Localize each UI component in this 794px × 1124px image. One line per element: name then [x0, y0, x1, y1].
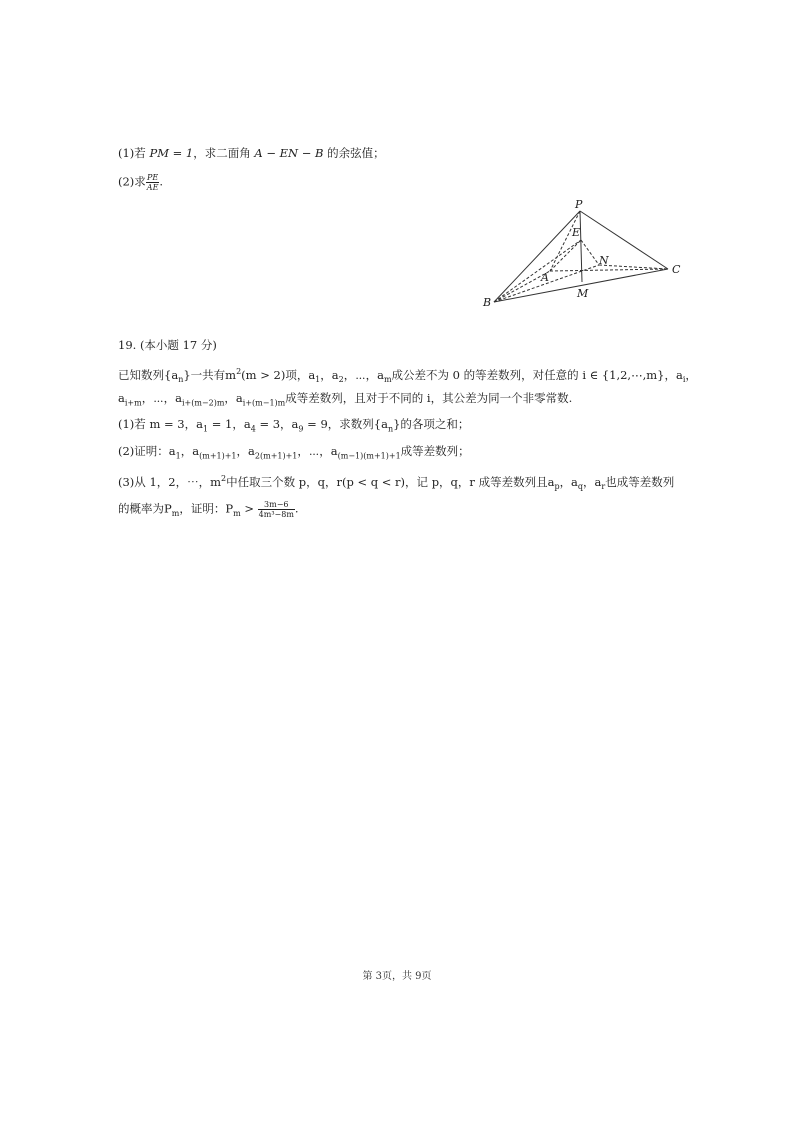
q19-header: 19. (本小题 17 分) — [118, 338, 217, 352]
edge-AC — [550, 269, 668, 271]
q19-part1: (1)若 m = 3，$a_1 = 1$，$a_4 = 3$，$a_9 = 9$，求数列$\{a_n\}$的各项之和； — [118, 417, 470, 434]
q19-part3-line2: 的概率为$P_m$，证明：$P_m$ > $\frac{3m-6}{\text{4m³−8m}}$ . — [118, 500, 299, 519]
pyramid-figure — [478, 196, 688, 312]
edge-PA — [550, 211, 580, 271]
label-N: N — [599, 254, 609, 267]
label-C: C — [672, 263, 681, 276]
edge-EN — [581, 240, 599, 265]
q18-part1: (1)若 PM = 1，求二面角 A − EN − B 的余弦值； — [118, 146, 385, 160]
q18-part2: (2)求 $\frac{PE}{AE}$ . — [118, 173, 164, 192]
bound-fraction: $\frac{3m-6}{\text{4m³−8m}}$ — [258, 500, 294, 519]
ratio-fraction: $\frac{PE}{AE}$ — [146, 173, 159, 192]
q19-part3-line1: (3)从 1，2，⋯，$m^2$中任取三个数 p，q，r(p < q < r)，记 p，q，r 成等差数列且$a_p$，$a_q$，$a_r$也成等差数列 — [118, 474, 675, 492]
page-footer: 第 3页，共 9页 — [362, 971, 432, 982]
label-B: B — [483, 296, 492, 309]
label-P: P — [575, 198, 583, 211]
edge-PC — [580, 211, 668, 269]
label-M: M — [577, 287, 589, 300]
edge-AE — [550, 240, 581, 271]
q19-statement-line2: $a_{i+m}$，⋯，$a_{i+(m-2)m}$，$a_{i+(m-1)m}$成等差数列，且对于不同的 i，其公差为同一个非零常数. — [118, 391, 573, 408]
edge-NC — [599, 265, 668, 269]
q19-part2: (2)证明：$a_1$，$a_{(m+1)+1}$，$a_{2(m+1)+1}$，⋯，$a_{(m-1)(m+1)+1}$成等差数列； — [118, 444, 470, 461]
q19-statement-line1: 已知数列$\{a_n\}$一共有$m^2(m > 2)$项，$a_1$，$a_2$，⋯，$a_m$成公差不为 0 的等差数列，对任意的 i ∈ {1,2,⋯,m}，$a_i$， — [118, 367, 697, 385]
label-E: E — [572, 226, 581, 239]
label-A: A — [541, 271, 549, 284]
